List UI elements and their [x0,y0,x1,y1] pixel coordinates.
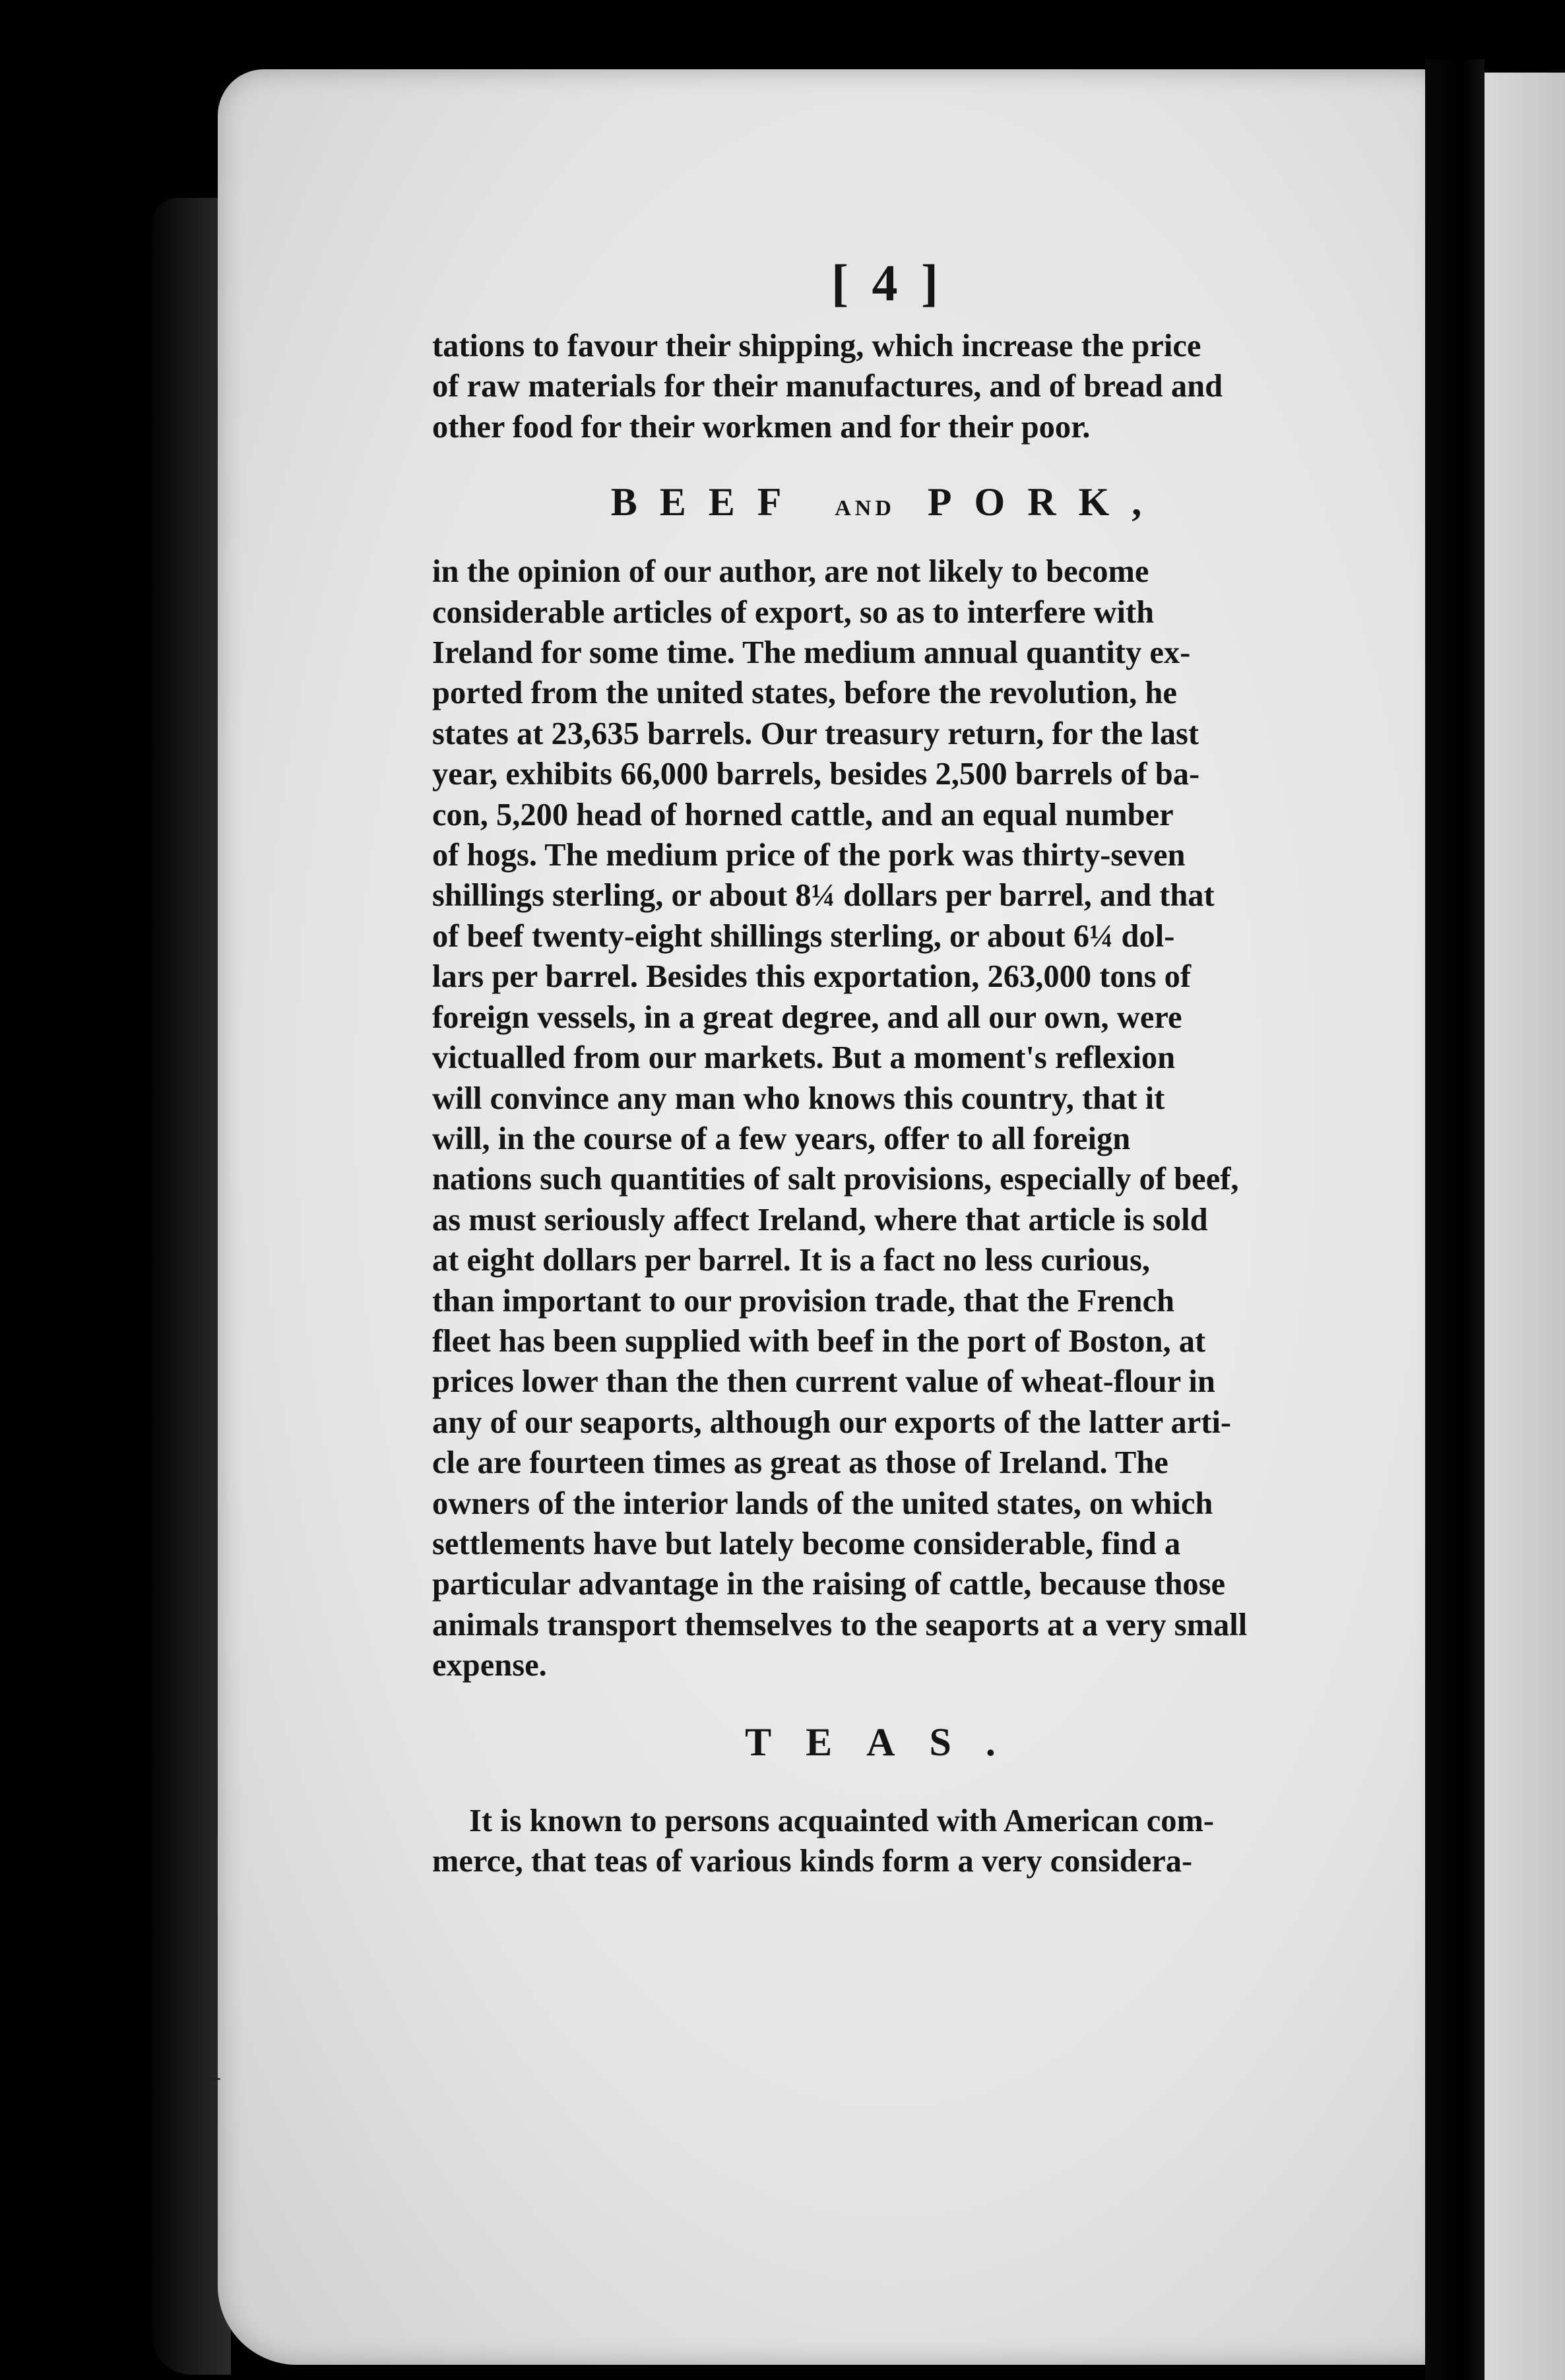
text-line: Ireland for some time. The medium annual quantity ex- [432,635,1191,671]
text-line: any of our seaports, although our exports of the latter arti- [432,1404,1232,1440]
text-line: shillings sterling, or about 8¼ dollars per barrel, and that [432,878,1215,914]
section-heading-beef-pork [432,480,1343,524]
text-line: of hogs. The medium price of the pork was thirty-seven [432,838,1186,873]
text-line: fleet has been supplied with beef in the port of Boston, at [432,1323,1206,1359]
margin-mark-icon: ⌐ [205,2062,222,2096]
page-text [432,254,1343,1881]
text-line: prices lower than the then current value of wheat-flour in [432,1364,1215,1400]
text-line: nations such quantities of salt provisions, especially of beef, [432,1162,1239,1197]
text-line: of raw materials for their manufactures, and of bread and [432,369,1223,404]
text-line: It is known to persons acquainted with American com- [469,1803,1215,1838]
heading-word: BEEF [610,480,803,524]
text-line: other food for their workmen and for their poor. [432,409,1091,445]
text-line: lars per barrel. Besides this exportation, 263,000 tons of [432,959,1192,995]
heading-word: PORK, [927,480,1165,524]
beef-pork-paragraph [432,551,1343,1685]
facing-page-edge [1485,73,1565,2380]
text-line: particular advantage in the raising of cattle, because those [432,1567,1226,1602]
text-line: than important to our provision trade, that the French [432,1283,1174,1319]
text-line: settlements have but lately become considerable, find a [432,1526,1181,1561]
book-gutter [1425,59,1485,2380]
text-line: ported from the united states, before the revolution, he [432,675,1177,711]
text-line: will, in the course of a few years, offer to all foreign [432,1121,1131,1156]
text-line: as must seriously affect Ireland, where that article is sold [432,1202,1208,1237]
text-line: owners of the interior lands of the united states, on which [432,1486,1213,1521]
page-number: [ 4 ] [831,254,943,311]
text-line: of beef twenty-eight shillings sterling, or about 6¼ dol- [432,918,1175,954]
text-line: expense. [432,1648,547,1683]
text-line: at eight dollars per barrel. It is a fact no less curious, [432,1243,1151,1278]
text-line: considerable articles of export, so as to interfere with [432,594,1155,630]
text-line: merce, that teas of various kinds form a very considera- [432,1844,1193,1879]
text-line: con, 5,200 head of horned cattle, and an equal number [432,797,1174,832]
text-line: foreign vessels, in a great degree, and all our own, were [432,999,1182,1035]
teas-paragraph [432,1801,1343,1882]
text-line: year, exhibits 66,000 barrels, besides 2,500 barrels of ba- [432,757,1200,792]
text-line: cle are fourteen times as great as those of Ireland. The [432,1445,1168,1481]
heading-conjunction: AND [835,496,895,521]
section-heading-teas: TEAS. [745,1720,1030,1764]
text-line: in the opinion of our author, are not likely to become [432,554,1149,590]
text-line: states at 23,635 barrels. Our treasury return, for the last [432,716,1199,751]
text-line: victualled from our markets. But a moment's reflexion [432,1040,1176,1076]
intro-paragraph [432,326,1343,447]
text-line: will convince any man who knows this country, that it [432,1080,1165,1116]
text-line: tations to favour their shipping, which increase the price [432,329,1201,363]
text-line: animals transport themselves to the seaports at a very small [432,1607,1248,1643]
